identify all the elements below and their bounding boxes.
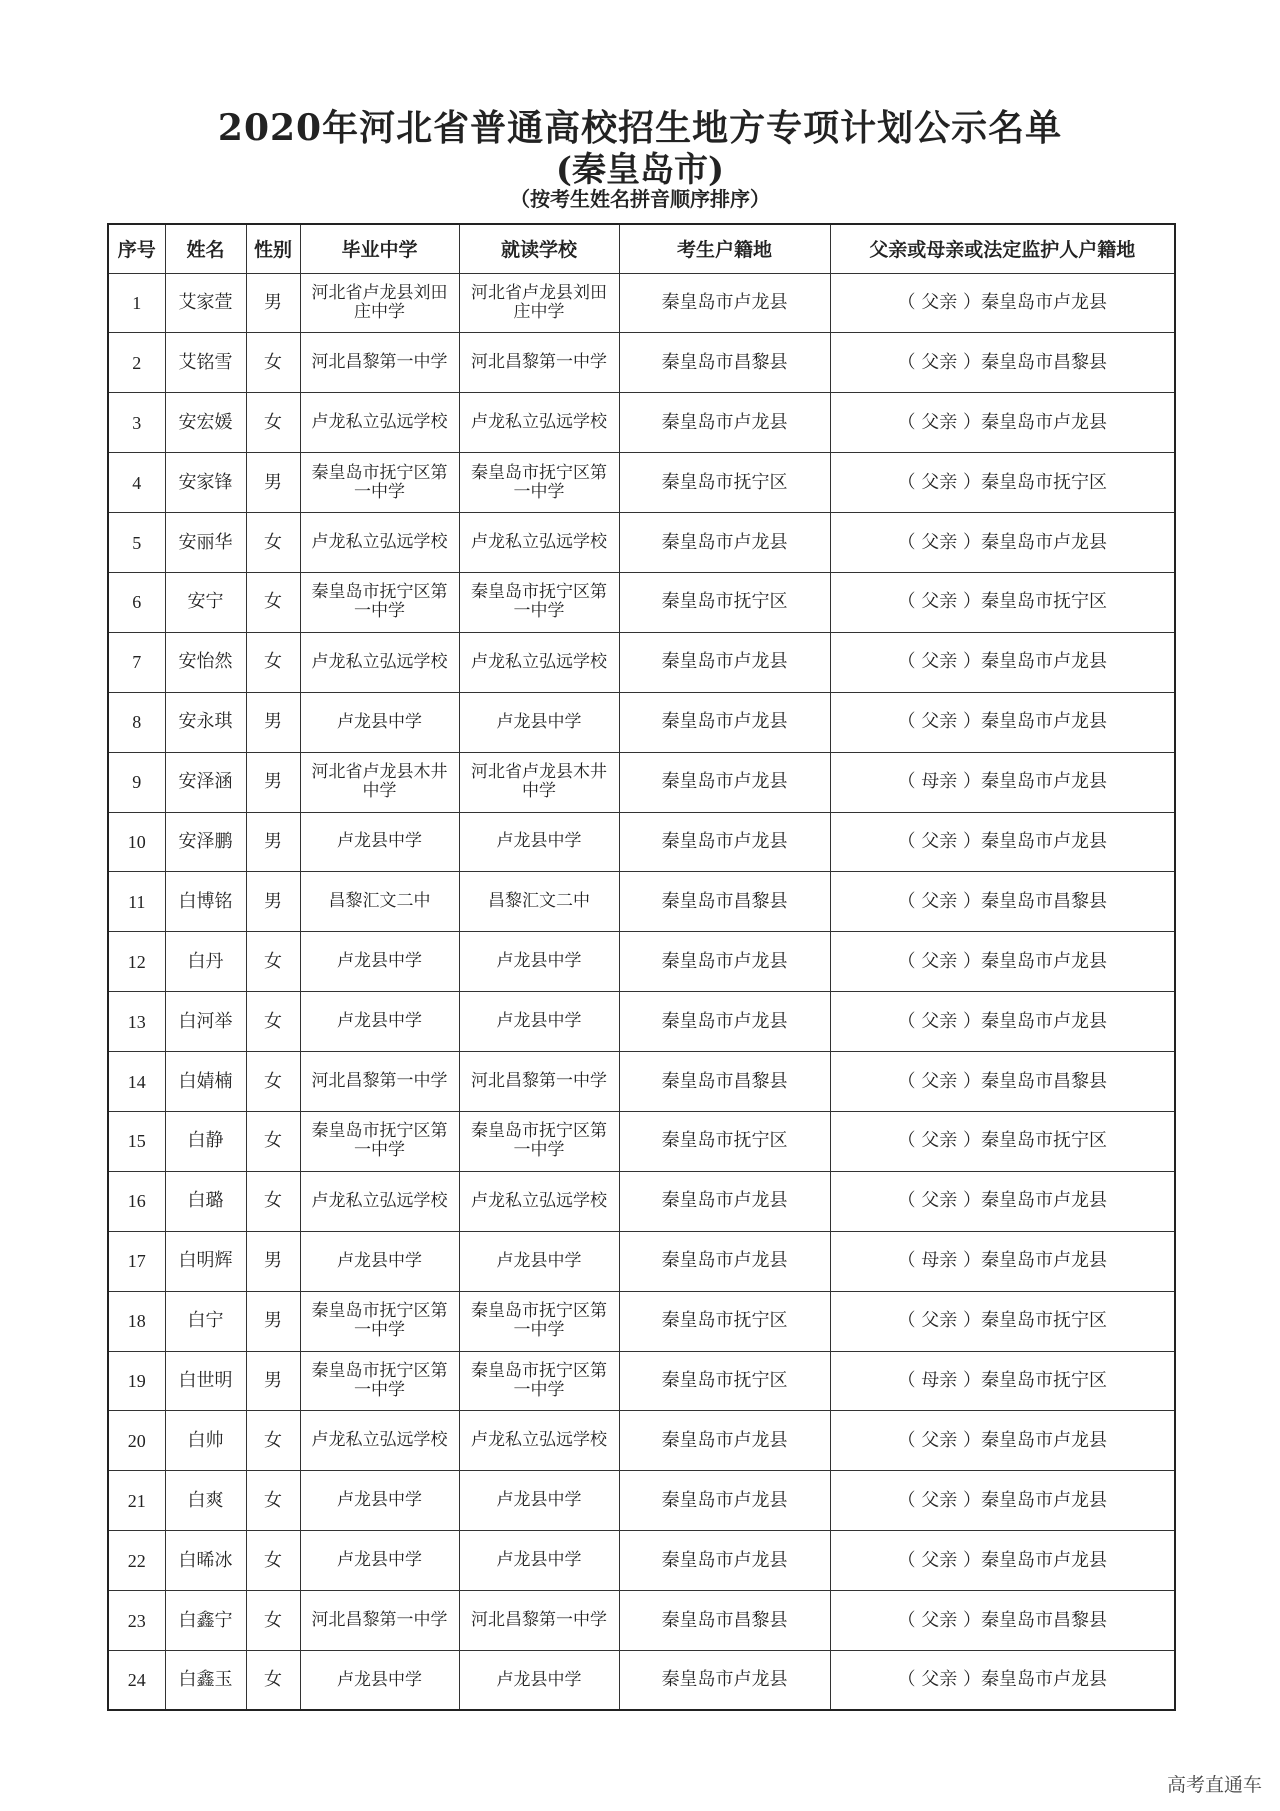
cell-gender: 男 <box>246 692 300 752</box>
cell-gender: 女 <box>246 333 300 393</box>
cell-guardian-registration: （ 父亲 ）秦皇岛市卢龙县 <box>830 932 1175 992</box>
cell-household-registration: 秦皇岛市卢龙县 <box>619 1471 830 1531</box>
cell-index: 7 <box>108 632 165 692</box>
cell-name: 白婧楠 <box>165 1052 246 1112</box>
cell-graduation-school: 卢龙县中学 <box>300 932 459 992</box>
table-row <box>108 1531 1175 1591</box>
table-row <box>108 513 1175 573</box>
cell-graduation-school: 卢龙私立弘远学校 <box>300 1411 459 1471</box>
cell-household-registration: 秦皇岛市抚宁区 <box>619 1291 830 1351</box>
cell-graduation-school: 河北昌黎第一中学 <box>300 333 459 393</box>
cell-current-school: 卢龙县中学 <box>459 1650 619 1710</box>
cell-graduation-school: 秦皇岛市抚宁区第一中学 <box>300 1111 459 1171</box>
cell-index: 13 <box>108 992 165 1052</box>
header-index: 序号 <box>108 224 165 273</box>
cell-current-school: 河北昌黎第一中学 <box>459 1591 619 1651</box>
cell-guardian-registration: （ 父亲 ）秦皇岛市卢龙县 <box>830 692 1175 752</box>
cell-household-registration: 秦皇岛市抚宁区 <box>619 453 830 513</box>
cell-graduation-school: 卢龙县中学 <box>300 1531 459 1591</box>
cell-household-registration: 秦皇岛市抚宁区 <box>619 572 830 632</box>
cell-gender: 男 <box>246 1351 300 1411</box>
cell-name: 白鑫玉 <box>165 1650 246 1710</box>
cell-index: 2 <box>108 333 165 393</box>
cell-guardian-registration: （ 父亲 ）秦皇岛市昌黎县 <box>830 333 1175 393</box>
header-gender: 性别 <box>246 224 300 273</box>
cell-current-school: 河北省卢龙县木井中学 <box>459 752 619 812</box>
cell-guardian-registration: （ 母亲 ）秦皇岛市抚宁区 <box>830 1351 1175 1411</box>
table-row <box>108 752 1175 812</box>
header-guardian-registration: 父亲或母亲或法定监护人户籍地 <box>830 224 1175 273</box>
cell-household-registration: 秦皇岛市昌黎县 <box>619 872 830 932</box>
cell-current-school: 卢龙县中学 <box>459 992 619 1052</box>
table-row <box>108 1351 1175 1411</box>
cell-gender: 男 <box>246 752 300 812</box>
cell-index: 22 <box>108 1531 165 1591</box>
cell-current-school: 秦皇岛市抚宁区第一中学 <box>459 453 619 513</box>
table-row <box>108 393 1175 453</box>
cell-gender: 男 <box>246 453 300 513</box>
table-header-row <box>108 224 1175 273</box>
candidate-table <box>107 223 1176 1711</box>
cell-name: 白璐 <box>165 1171 246 1231</box>
cell-gender: 女 <box>246 393 300 453</box>
cell-gender: 男 <box>246 1291 300 1351</box>
cell-household-registration: 秦皇岛市卢龙县 <box>619 1650 830 1710</box>
cell-graduation-school: 卢龙私立弘远学校 <box>300 632 459 692</box>
table-row <box>108 1411 1175 1471</box>
cell-index: 16 <box>108 1171 165 1231</box>
header-household-registration: 考生户籍地 <box>619 224 830 273</box>
cell-gender: 女 <box>246 513 300 573</box>
cell-current-school: 秦皇岛市抚宁区第一中学 <box>459 572 619 632</box>
cell-gender: 女 <box>246 992 300 1052</box>
cell-guardian-registration: （ 父亲 ）秦皇岛市昌黎县 <box>830 1052 1175 1112</box>
cell-gender: 男 <box>246 872 300 932</box>
cell-guardian-registration: （ 父亲 ）秦皇岛市卢龙县 <box>830 632 1175 692</box>
cell-name: 白明辉 <box>165 1231 246 1291</box>
cell-current-school: 河北昌黎第一中学 <box>459 333 619 393</box>
cell-index: 12 <box>108 932 165 992</box>
cell-household-registration: 秦皇岛市卢龙县 <box>619 393 830 453</box>
cell-gender: 女 <box>246 1171 300 1231</box>
cell-index: 18 <box>108 1291 165 1351</box>
table-row <box>108 932 1175 992</box>
cell-guardian-registration: （ 父亲 ）秦皇岛市抚宁区 <box>830 453 1175 513</box>
cell-graduation-school: 秦皇岛市抚宁区第一中学 <box>300 572 459 632</box>
cell-current-school: 卢龙县中学 <box>459 1471 619 1531</box>
cell-current-school: 卢龙县中学 <box>459 812 619 872</box>
cell-name: 白鑫宁 <box>165 1591 246 1651</box>
table-row <box>108 812 1175 872</box>
cell-guardian-registration: （ 父亲 ）秦皇岛市卢龙县 <box>830 513 1175 573</box>
table-row <box>108 333 1175 393</box>
cell-name: 安怡然 <box>165 632 246 692</box>
cell-gender: 女 <box>246 1052 300 1112</box>
header-name: 姓名 <box>165 224 246 273</box>
cell-gender: 男 <box>246 273 300 333</box>
cell-guardian-registration: （ 父亲 ）秦皇岛市卢龙县 <box>830 992 1175 1052</box>
cell-current-school: 卢龙私立弘远学校 <box>459 632 619 692</box>
cell-name: 安泽涵 <box>165 752 246 812</box>
cell-current-school: 卢龙县中学 <box>459 1231 619 1291</box>
cell-index: 11 <box>108 872 165 932</box>
cell-current-school: 秦皇岛市抚宁区第一中学 <box>459 1111 619 1171</box>
cell-guardian-registration: （ 父亲 ）秦皇岛市卢龙县 <box>830 1171 1175 1231</box>
cell-gender: 女 <box>246 1531 300 1591</box>
cell-household-registration: 秦皇岛市昌黎县 <box>619 333 830 393</box>
cell-index: 9 <box>108 752 165 812</box>
cell-guardian-registration: （ 母亲 ）秦皇岛市卢龙县 <box>830 752 1175 812</box>
cell-household-registration: 秦皇岛市抚宁区 <box>619 1351 830 1411</box>
header-current-school: 就读学校 <box>459 224 619 273</box>
cell-index: 23 <box>108 1591 165 1651</box>
cell-household-registration: 秦皇岛市卢龙县 <box>619 1231 830 1291</box>
cell-graduation-school: 秦皇岛市抚宁区第一中学 <box>300 453 459 513</box>
cell-current-school: 卢龙县中学 <box>459 1531 619 1591</box>
cell-guardian-registration: （ 父亲 ）秦皇岛市卢龙县 <box>830 1531 1175 1591</box>
cell-graduation-school: 河北昌黎第一中学 <box>300 1591 459 1651</box>
table-row <box>108 992 1175 1052</box>
cell-name: 白河举 <box>165 992 246 1052</box>
cell-graduation-school: 河北昌黎第一中学 <box>300 1052 459 1112</box>
cell-name: 白晞冰 <box>165 1531 246 1591</box>
cell-gender: 女 <box>246 632 300 692</box>
table-row <box>108 692 1175 752</box>
cell-guardian-registration: （ 父亲 ）秦皇岛市卢龙县 <box>830 1411 1175 1471</box>
table-row <box>108 1052 1175 1112</box>
cell-index: 14 <box>108 1052 165 1112</box>
cell-name: 白丹 <box>165 932 246 992</box>
cell-household-registration: 秦皇岛市卢龙县 <box>619 513 830 573</box>
cell-household-registration: 秦皇岛市卢龙县 <box>619 992 830 1052</box>
table-row <box>108 1591 1175 1651</box>
cell-index: 3 <box>108 393 165 453</box>
cell-current-school: 河北省卢龙县刘田庄中学 <box>459 273 619 333</box>
cell-name: 白帅 <box>165 1411 246 1471</box>
cell-name: 白宁 <box>165 1291 246 1351</box>
cell-gender: 女 <box>246 1650 300 1710</box>
cell-index: 20 <box>108 1411 165 1471</box>
cell-gender: 男 <box>246 812 300 872</box>
cell-graduation-school: 河北省卢龙县刘田庄中学 <box>300 273 459 333</box>
table-row <box>108 572 1175 632</box>
cell-guardian-registration: （ 父亲 ）秦皇岛市卢龙县 <box>830 812 1175 872</box>
cell-graduation-school: 卢龙县中学 <box>300 692 459 752</box>
cell-graduation-school: 河北省卢龙县木井中学 <box>300 752 459 812</box>
cell-name: 白爽 <box>165 1471 246 1531</box>
cell-graduation-school: 秦皇岛市抚宁区第一中学 <box>300 1291 459 1351</box>
cell-household-registration: 秦皇岛市卢龙县 <box>619 752 830 812</box>
cell-name: 安宏媛 <box>165 393 246 453</box>
cell-current-school: 秦皇岛市抚宁区第一中学 <box>459 1351 619 1411</box>
document-title: 2020年河北省普通高校招生地方专项计划公示名单 <box>217 107 1063 149</box>
cell-household-registration: 秦皇岛市卢龙县 <box>619 1531 830 1591</box>
cell-index: 10 <box>108 812 165 872</box>
cell-guardian-registration: （ 父亲 ）秦皇岛市抚宁区 <box>830 1111 1175 1171</box>
table-row <box>108 632 1175 692</box>
table-row <box>108 1231 1175 1291</box>
cell-current-school: 卢龙私立弘远学校 <box>459 393 619 453</box>
cell-current-school: 昌黎汇文二中 <box>459 872 619 932</box>
cell-gender: 女 <box>246 932 300 992</box>
cell-index: 1 <box>108 273 165 333</box>
cell-guardian-registration: （ 父亲 ）秦皇岛市卢龙县 <box>830 1650 1175 1710</box>
cell-current-school: 卢龙私立弘远学校 <box>459 1171 619 1231</box>
cell-gender: 女 <box>246 1111 300 1171</box>
table-row <box>108 1650 1175 1710</box>
cell-guardian-registration: （ 父亲 ）秦皇岛市昌黎县 <box>830 1591 1175 1651</box>
cell-index: 24 <box>108 1650 165 1710</box>
cell-gender: 女 <box>246 1411 300 1471</box>
cell-name: 安泽鹏 <box>165 812 246 872</box>
cell-graduation-school: 卢龙私立弘远学校 <box>300 1171 459 1231</box>
cell-index: 6 <box>108 572 165 632</box>
cell-name: 白世明 <box>165 1351 246 1411</box>
cell-current-school: 卢龙县中学 <box>459 692 619 752</box>
table-row <box>108 1471 1175 1531</box>
sort-note: （按考生姓名拼音顺序排序） <box>510 187 770 211</box>
document-subtitle: (秦皇岛市) <box>555 150 725 190</box>
watermark-text: 高考直通车 <box>1166 1774 1262 1796</box>
cell-guardian-registration: （ 父亲 ）秦皇岛市卢龙县 <box>830 273 1175 333</box>
table-row <box>108 1111 1175 1171</box>
cell-graduation-school: 卢龙私立弘远学校 <box>300 393 459 453</box>
cell-guardian-registration: （ 父亲 ）秦皇岛市抚宁区 <box>830 572 1175 632</box>
cell-graduation-school: 卢龙县中学 <box>300 1231 459 1291</box>
table-row <box>108 1291 1175 1351</box>
cell-name: 艾铭雪 <box>165 333 246 393</box>
cell-household-registration: 秦皇岛市卢龙县 <box>619 1411 830 1471</box>
header-graduation-school: 毕业中学 <box>300 224 459 273</box>
cell-graduation-school: 卢龙私立弘远学校 <box>300 513 459 573</box>
cell-name: 安宁 <box>165 572 246 632</box>
cell-graduation-school: 昌黎汇文二中 <box>300 872 459 932</box>
cell-name: 安永琪 <box>165 692 246 752</box>
cell-household-registration: 秦皇岛市卢龙县 <box>619 632 830 692</box>
cell-name: 白静 <box>165 1111 246 1171</box>
cell-current-school: 秦皇岛市抚宁区第一中学 <box>459 1291 619 1351</box>
table-row <box>108 872 1175 932</box>
cell-guardian-registration: （ 父亲 ）秦皇岛市抚宁区 <box>830 1291 1175 1351</box>
table-row <box>108 273 1175 333</box>
cell-index: 19 <box>108 1351 165 1411</box>
cell-household-registration: 秦皇岛市卢龙县 <box>619 692 830 752</box>
cell-household-registration: 秦皇岛市卢龙县 <box>619 812 830 872</box>
cell-graduation-school: 卢龙县中学 <box>300 812 459 872</box>
cell-index: 17 <box>108 1231 165 1291</box>
cell-household-registration: 秦皇岛市昌黎县 <box>619 1052 830 1112</box>
cell-graduation-school: 卢龙县中学 <box>300 1471 459 1531</box>
cell-household-registration: 秦皇岛市昌黎县 <box>619 1591 830 1651</box>
cell-guardian-registration: （ 父亲 ）秦皇岛市卢龙县 <box>830 393 1175 453</box>
cell-index: 8 <box>108 692 165 752</box>
cell-index: 5 <box>108 513 165 573</box>
cell-name: 安丽华 <box>165 513 246 573</box>
cell-gender: 女 <box>246 1591 300 1651</box>
cell-gender: 女 <box>246 1471 300 1531</box>
cell-guardian-registration: （ 母亲 ）秦皇岛市卢龙县 <box>830 1231 1175 1291</box>
cell-guardian-registration: （ 父亲 ）秦皇岛市卢龙县 <box>830 1471 1175 1531</box>
cell-name: 白博铭 <box>165 872 246 932</box>
cell-household-registration: 秦皇岛市抚宁区 <box>619 1111 830 1171</box>
cell-index: 15 <box>108 1111 165 1171</box>
table-row <box>108 453 1175 513</box>
cell-index: 4 <box>108 453 165 513</box>
cell-index: 21 <box>108 1471 165 1531</box>
cell-graduation-school: 卢龙县中学 <box>300 992 459 1052</box>
cell-graduation-school: 秦皇岛市抚宁区第一中学 <box>300 1351 459 1411</box>
cell-gender: 女 <box>246 572 300 632</box>
table-row <box>108 1171 1175 1231</box>
cell-household-registration: 秦皇岛市卢龙县 <box>619 273 830 333</box>
cell-guardian-registration: （ 父亲 ）秦皇岛市昌黎县 <box>830 872 1175 932</box>
cell-household-registration: 秦皇岛市卢龙县 <box>619 932 830 992</box>
cell-current-school: 卢龙私立弘远学校 <box>459 1411 619 1471</box>
cell-graduation-school: 卢龙县中学 <box>300 1650 459 1710</box>
cell-name: 艾家萱 <box>165 273 246 333</box>
cell-name: 安家锋 <box>165 453 246 513</box>
cell-current-school: 卢龙县中学 <box>459 932 619 992</box>
table-body <box>108 273 1175 1710</box>
cell-household-registration: 秦皇岛市卢龙县 <box>619 1171 830 1231</box>
cell-current-school: 河北昌黎第一中学 <box>459 1052 619 1112</box>
cell-gender: 男 <box>246 1231 300 1291</box>
cell-current-school: 卢龙私立弘远学校 <box>459 513 619 573</box>
